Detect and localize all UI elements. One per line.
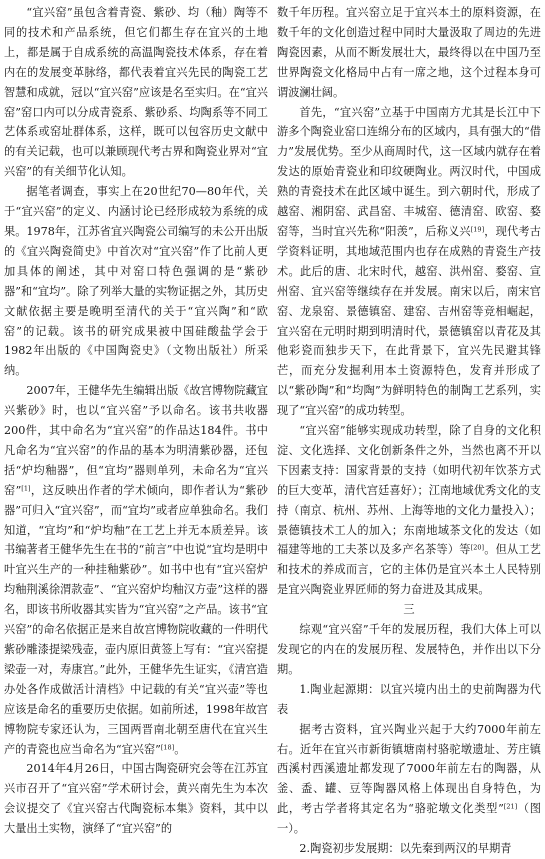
paragraph-yixing-kiln-definition: “宜兴窑”虽包含着青瓷、紫砂、均（釉）陶等不同的技术和产品系统，但它们都生存在宜兴的土地上，都是属于自成系统的高温陶瓷技术体系，存在着内在的发展变革脉络，都代表着宜兴先民的陶瓷工艺智慧和成就，冠以“宜兴窑”应该是名至实归。在“宜兴窑”窑口内可以分成青瓷系、紫砂系、均陶系等不同工艺体系或窑址群体系，这样，既可以包容历史文献中的有关记载，也可以兼顾现代考古界和陶瓷业界对“宜兴窑”的有关细节化认知。 bbox=[4, 6, 268, 179]
footnote-ref-18: [18] bbox=[160, 743, 175, 752]
paragraph-regional-background: 首先，“宜兴窑”立基于中国南方尤其是长江中下游多个陶瓷业窑口连绵分布的区域内，具有强大的“借力”发展优势。至少从商周时代，这一区域内就存在着发达的原始青瓷业和印纹硬陶业。两汉时代，中国成熟的青瓷技术在此区域中诞生。到六朝时代，形成了越窑、湘阴窑、武昌窑、丰城窑、德清窑、欧窑、婺窑等，当时宜兴先称“阳羡”，后称义兴[19]，现代考古学资料证明，其地域范围内也存在成熟的青瓷生产技术。此后的唐、北宋时代，越窑、洪州窑、婺窑、宣州窑、宜兴窑等继续存在并发展。南宋以后，南宋官窑、龙泉窑、景德镇窑、建窑、吉州窑等竞相崛起，宜兴窑在元明时期到明清时代，景德镇窑以青花及其他彩瓷而独步天下，在此背景下，宜兴先民避其锋芒，而充分发掘利用本土资源特色，发育并形成了以“紫砂陶”和“均陶”为鲜明特色的制陶工艺系列，实现了“宜兴窑”的成功转型。 bbox=[277, 105, 541, 418]
section-number: 三 bbox=[403, 603, 415, 617]
right-column bbox=[277, 3, 541, 856]
paragraph-palace-museum-2007: 2007年，王健华先生编辑出版《故宫博物院藏宜兴紫砂》时，也以“宜兴窑”予以命名。该书共收器200件，其中命名为“宜兴窑”的作品达184件。书中凡命名为“宜兴窑”的作品的基本为明清紫砂器，还包括“炉均釉器”，但“宜均”器则单列，未命名为“宜兴窑”[1]，这反映出作者的学术倾向，即作者认为“紫砂器”可归入“宜兴窑”，而“宜均”或者应单独命名。我们知道，“宜均”和“炉均釉”在工艺上并无本质差异。该书编著者王健华先生在书的“前言”中也说“宜均是明中叶宜兴生产的一种挂釉紫砂”。如书中也有“宜兴窑炉均釉荆溪徐渭款壶”、“宜兴窑炉均釉汉方壶”这样的器名，即该书所收器其实皆为“宜兴窑”之产品。该书“宜兴窑”的命名依据正是来自故宫博物院收藏的一件明代紫砂雕漆提梁残壶，壶内原旧黄签上写有：“宜兴窑提梁壶一对，寿康宫。”此外，王健华先生证实，《清宫造办处各作成做活计清档》中记载的有关“宜兴壶”等也应该是命名的重要历史依据。如前所述，1998年故宫博物院专家还认为，三国两晋南北朝至唐代在宜兴生产的青瓷也应当命名为“宜兴窑”[18]。 bbox=[4, 384, 268, 756]
paragraph-1970s-research: 据笔者调查，事实上在20世纪70—80年代，关于“宜兴窑”的定义、内涵讨论已经形成较为系统的成果。1978年，江苏省宜兴陶瓷公司编写的未公开出版的《宜兴陶瓷简史》中首次对“宜兴窑”作了比前人更加具体的阐述，其中对窑口特色强调的是“紫砂器”和“宜均”。除了列举大量的实物证据之外，其历史文献依据主要是晚明至清代的关于“宜兴陶”和“欧窑”的记载。该书的研究成果被中国硅酸盐学会于1982年出版的《中国陶瓷史》（文物出版社）所采纳。 bbox=[4, 185, 268, 378]
heading-period-1: 1.陶业起源期：以宜兴境内出土的史前陶器为代表 bbox=[277, 682, 541, 716]
heading-period-2: 2.陶瓷初步发展期：以先秦到两汉的早期青 bbox=[299, 842, 512, 856]
left-column bbox=[4, 3, 268, 836]
paragraph-transformation-factors: “宜兴窑”能够实现成功转型，除了自身的文化积淀、文化选择、文化创新条件之外，当然也离不开以下因素支持：国家背景的支持（如明代初年饮茶方式的巨大变革，清代宫廷喜好）；江南地域优秀文化的支持（南京、杭州、苏州、上海等地的文化力量投入）；景德镇技术工人的加入；东南地域茶文化的发达（如福建等地的工夫茶以及多产名茶等）等[20]。但从工艺和技术的养成而言，它的主体仍是宜兴本土人民特别是宜兴陶瓷业界匠师的努力奋进及其成果。 bbox=[277, 424, 541, 597]
footnote-ref-17: [1] bbox=[21, 484, 31, 493]
footnote-ref-19: [19] bbox=[470, 225, 485, 234]
paragraph-periodization-intro: 综观“宜兴窑”千年的发展历程，我们大体上可以发现它的内在的发展历程、发展特色，并作出以下分期。 bbox=[277, 623, 541, 676]
paragraph-2014-symposium: 2014年4月26日，中国古陶瓷研究会等在江苏宜兴市召开了“宜兴窑”学术研讨会，黄兴南先生为本次会议提交了《宜兴窑古代陶瓷标本集》资料，其中以大量出土实物，演绎了“宜兴窑”的 bbox=[4, 762, 268, 836]
paragraph-period-1-detail: 据考古资料，宜兴陶业兴起于大约7000年前左右。近年在宜兴市新街镇塘南村骆驼墩遗址、芳庄镇西溪村西溪遗址都发现了7000年前左右的陶器，从釜、盉、罐、豆等陶器风格上体现出自身特色，为此，考古学者将其定名为“骆驼墩文化类型”[21]（图一）。 bbox=[277, 722, 541, 836]
paragraph-continuation: 数千年历程。宜兴窑立足于宜兴本土的原料资源，在数千年的文化创造过程中同时大量汲取了周边的先进陶瓷因素，从而不断发展壮大，最终得以在中国乃至世界陶瓷文化格局中占有一席之地，这个过程本身可谓波澜壮阔。 bbox=[277, 6, 541, 99]
footnote-ref-20: [20] bbox=[470, 543, 485, 552]
footnote-ref-21: [21] bbox=[503, 802, 518, 811]
